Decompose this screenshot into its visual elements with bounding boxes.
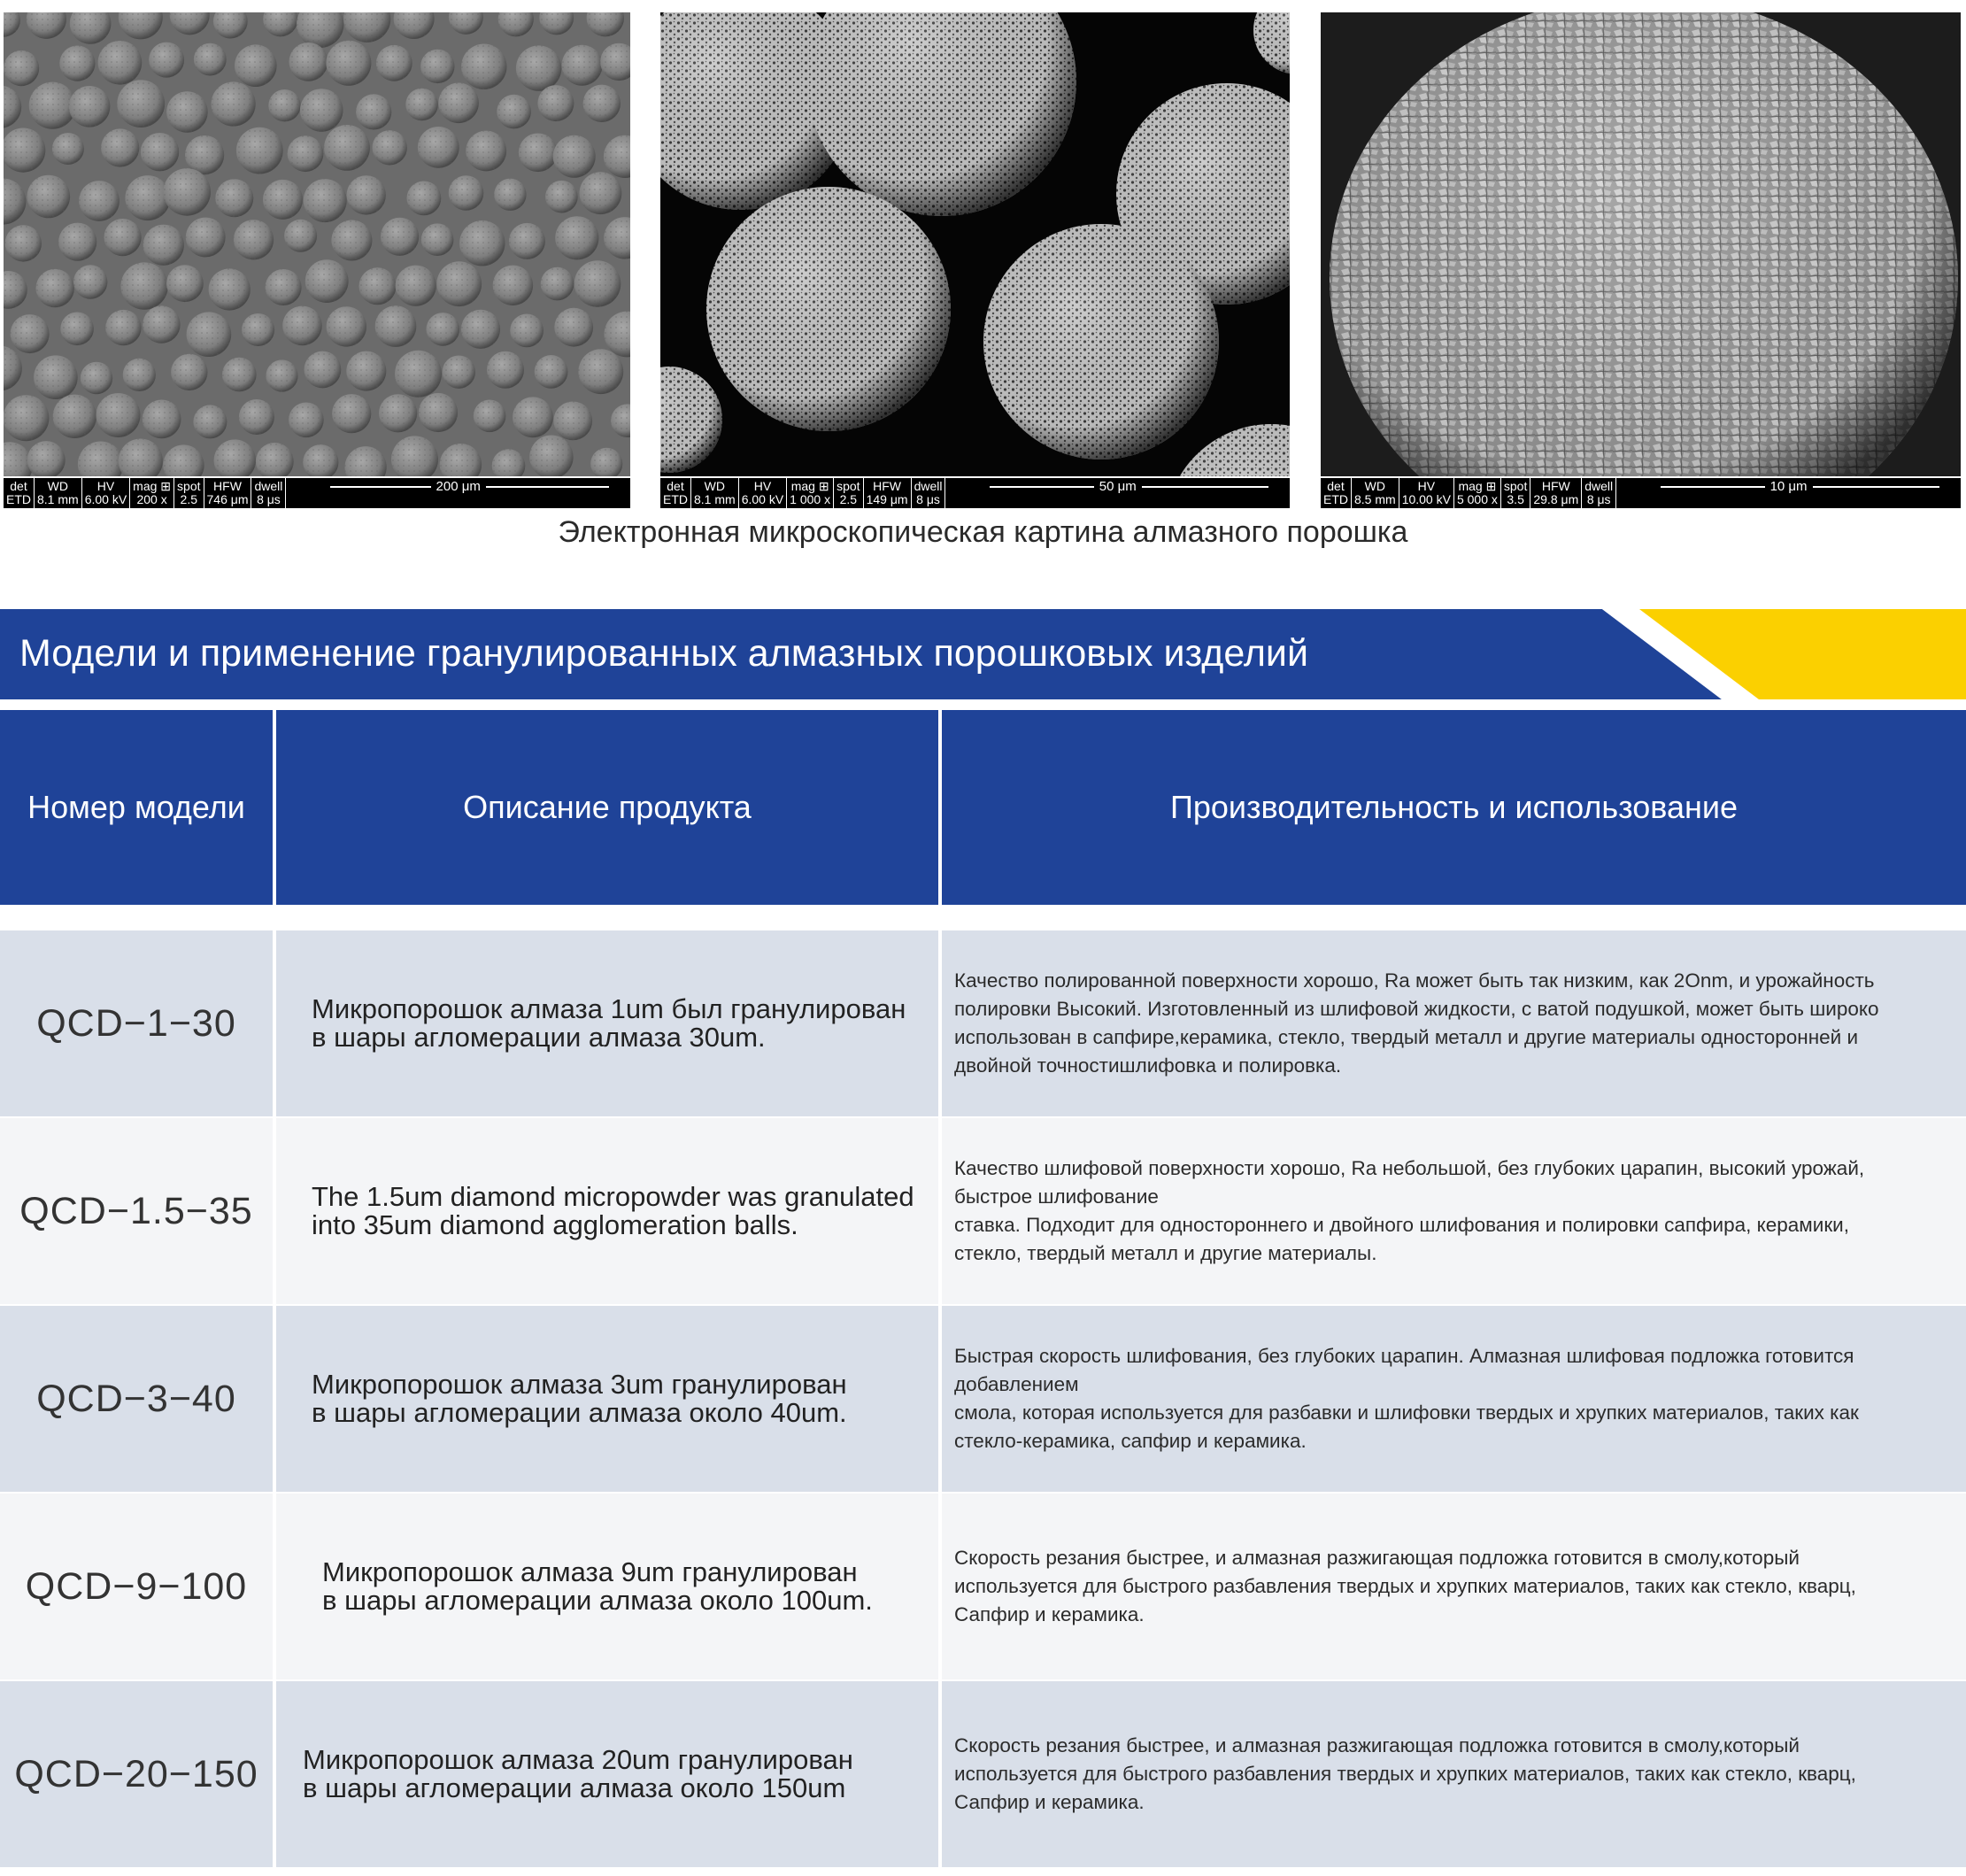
header-description: Описание продукта (276, 710, 938, 905)
table-row (0, 1681, 1966, 1867)
product-description: Микропорошок алмаза 1um был гранулирован в шары агломерации алмаза 30um. (312, 993, 906, 1053)
product-description: Микропорошок алмаза 20um гранулирован в шары агломерации алмаза около 150um (303, 1744, 853, 1803)
sem-scale-bar: 10 μm (1616, 478, 1961, 508)
performance-text: Скорость резания быстрее, и алмазная разжигающая подложка готовится в смолу,который используется для быстрого разбавления твердых и хрупких материалов, таких как стекло, кварц, Сапфир и керамика. (954, 1547, 1856, 1625)
sem-databar: det ETD WD 8.1 mm HV 6.00 kV mag ⊞ 200 x spot 2.5 HFW 746 μm dwell 8 μs 200 μm (4, 476, 630, 508)
table-row (0, 930, 1966, 1116)
table-row (0, 1494, 1966, 1679)
product-description: The 1.5um diamond micropowder was granulated into 35um diamond agglomeration balls. (312, 1181, 914, 1240)
section-title: Модели и применение гранулированных алмазных порошковых изделий (19, 632, 1308, 675)
sem-scale-bar: 50 μm (945, 478, 1290, 508)
product-description: Микропорошок алмаза 3um гранулирован в шары агломерации алмаза около 40um. (312, 1369, 847, 1428)
model-number: QCD−1.5−35 (0, 1118, 273, 1304)
sem-particles-mid-mag (660, 12, 1290, 478)
table-row (0, 1118, 1966, 1304)
model-number: QCD−1−30 (0, 930, 273, 1116)
model-number: QCD−3−40 (0, 1306, 273, 1492)
sem-scale-bar: 200 μm (286, 478, 630, 508)
sem-databar: det ETD WD 8.5 mm HV 10.00 kV mag ⊞ 5 000 x spot 3.5 HFW 29.8 μm dwell 8 μs 10 μm (1321, 476, 1961, 508)
sem-image-10um (1321, 12, 1961, 508)
header-performance: Производительность и использование (942, 710, 1966, 905)
performance-text: Качество полированной поверхности хорошо, Ra может быть так низким, как 2Onm, и урожайность полировки Высокий. Изготовленный из шлифовой жидкости, с ватой подушкой, может быть широко использован в сапфире,керамика, стекло, твердый металл и другие материалы односторонней и двойной точностишлифовка и полировка. (954, 969, 1879, 1077)
table-header (0, 710, 1966, 905)
header-model-number: Номер модели (0, 710, 273, 905)
table-row (0, 1306, 1966, 1492)
sem-particle-high-mag (1321, 12, 1961, 478)
micrograph-caption: Электронная микроскопическая картина алмазного порошка (558, 515, 1408, 549)
performance-text: Скорость резания быстрее, и алмазная разжигающая подложка готовится в смолу,который используется для быстрого разбавления твердых и хрупких материалов, таких как стекло, кварц, Сапфир и керамика. (954, 1734, 1856, 1813)
sem-databar: det ETD WD 8.1 mm HV 6.00 kV mag ⊞ 1 000 x spot 2.5 HFW 149 μm dwell 8 μs 50 μm (660, 476, 1290, 508)
sem-image-50um (660, 12, 1290, 508)
performance-text: Качество шлифовой поверхности хорошо, Ra небольшой, без глубоких царапин, высокий урожай, быстрое шлифование ставка. Подходит для одностороннего и двойного шлифования и полировки сапфира, керамики, стекло, твердый металл и другие материалы. (954, 1157, 1865, 1264)
model-number: QCD−20−150 (0, 1681, 273, 1867)
sem-particles-low-mag (4, 12, 630, 478)
product-description: Микропорошок алмаза 9um гранулирован в шары агломерации алмаза около 100um. (322, 1556, 873, 1616)
performance-text: Быстрая скорость шлифования, без глубоких царапин. Алмазная шлифовая подложка готовится добавлением смола, которая используется для разбавки и шлифовки твердых и хрупких материалов, таких как стекло-керамика, сапфир и керамика. (954, 1345, 1859, 1452)
model-number: QCD−9−100 (0, 1494, 273, 1679)
sem-image-200um (4, 12, 630, 508)
